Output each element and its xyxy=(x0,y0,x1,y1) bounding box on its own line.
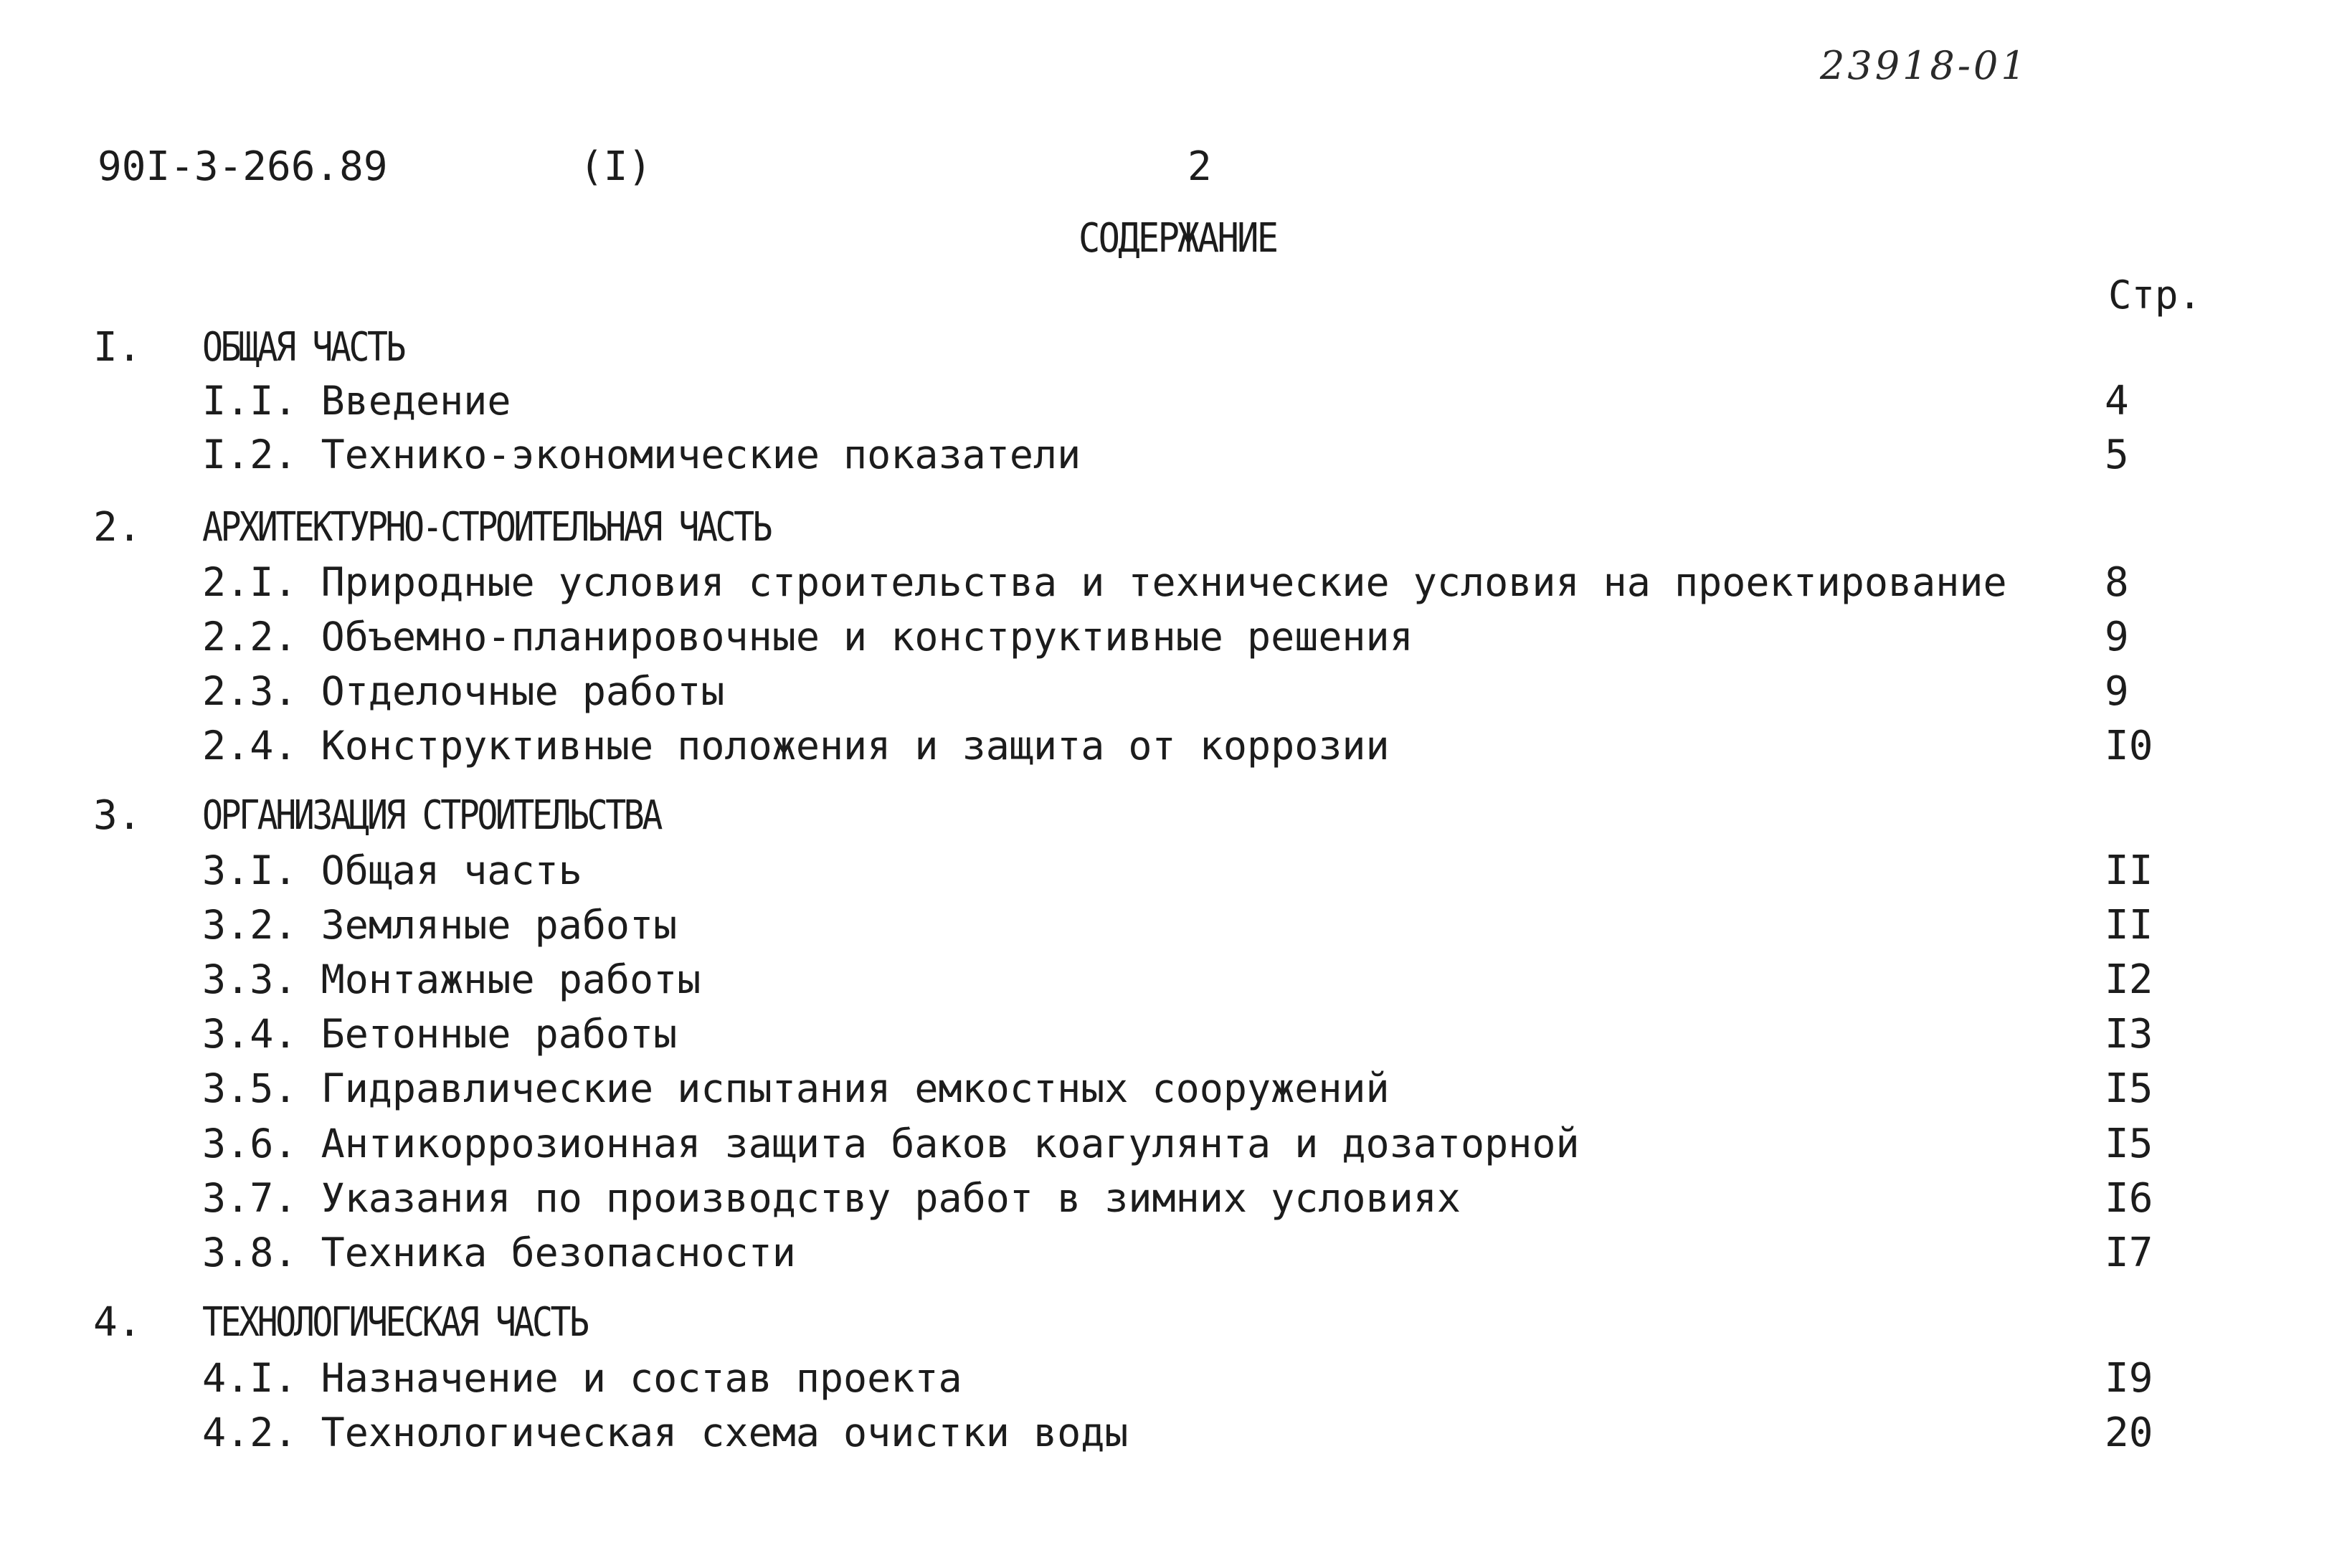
toc-entry-page: 5 xyxy=(2105,432,2129,478)
toc-entry-page: 9 xyxy=(2105,668,2129,715)
section-number: 2. xyxy=(93,504,142,551)
toc-entry-page: I7 xyxy=(2105,1230,2153,1276)
toc-entry-number: 3.I. xyxy=(202,847,298,893)
toc-entry-page: I5 xyxy=(2105,1121,2153,1167)
toc-entry-number: I.2. xyxy=(202,432,298,477)
toc-entry-label: Техника безопасности xyxy=(321,1230,796,1275)
toc-entry-text xyxy=(202,559,2007,605)
toc-entry-page: I3 xyxy=(2105,1011,2153,1058)
toc-entry-label: Отделочные работы xyxy=(321,668,725,714)
toc-entry-text xyxy=(202,723,1390,769)
toc-entry-number: 2.2. xyxy=(202,614,298,660)
toc-entry-text xyxy=(202,432,1081,477)
toc-entry-page: I2 xyxy=(2105,956,2153,1003)
document-code: 90I-3-266.89 xyxy=(98,143,388,190)
toc-entry-label: Введение xyxy=(321,378,511,424)
toc-entry-text xyxy=(202,668,725,714)
toc-entry-label: Гидравлические испытания емкостных сооружений xyxy=(321,1065,1390,1111)
toc-entry-number: I.I. xyxy=(202,378,298,424)
toc-entry-number: 4.2. xyxy=(202,1410,298,1455)
toc-entry-label: Бетонные работы xyxy=(321,1011,678,1057)
toc-entry-page: II xyxy=(2105,902,2153,949)
toc-entry-label: Монтажные работы xyxy=(321,956,701,1002)
toc-entry-page: 20 xyxy=(2105,1410,2153,1456)
toc-entry-label: Технологическая схема очистки воды xyxy=(321,1410,1129,1455)
page-number: 2 xyxy=(1187,143,1212,190)
toc-entry-number: 3.4. xyxy=(202,1011,298,1057)
toc-entry-label: Антикоррозионная защита баков коагулянта и дозаторной xyxy=(321,1121,1580,1167)
section-number: 4. xyxy=(93,1299,142,1346)
toc-entry-number: 2.4. xyxy=(202,723,298,769)
toc-entry-page: 8 xyxy=(2105,559,2129,606)
section-title: АРХИТЕКТУРНО-СТРОИТЕЛЬНАЯ ЧАСТЬ xyxy=(202,504,771,551)
toc-entry-number: 3.5. xyxy=(202,1065,298,1111)
toc-entry-text xyxy=(202,847,582,893)
page-title: СОДЕРЖАНИЕ xyxy=(1078,215,1277,262)
toc-entry-text xyxy=(202,902,677,948)
toc-entry-text xyxy=(202,378,511,424)
toc-entry-number: 3.6. xyxy=(202,1121,298,1167)
toc-entry-text xyxy=(202,956,701,1002)
toc-entry-page: 9 xyxy=(2105,614,2129,660)
toc-entry-number: 3.3. xyxy=(202,956,298,1002)
toc-entry-text xyxy=(202,1011,677,1057)
toc-entry-label: Общая часть xyxy=(321,847,582,893)
toc-entry-text xyxy=(202,1355,962,1401)
toc-entry-label: Объемно-планировочные и конструктивные решения xyxy=(321,614,1413,660)
section-title: ОБЩАЯ ЧАСТЬ xyxy=(202,324,404,371)
toc-entry-label: Земляные работы xyxy=(321,902,678,948)
toc-entry-text xyxy=(202,1230,796,1275)
toc-entry-number: 3.7. xyxy=(202,1175,298,1221)
toc-entry-label: Указания по производству работ в зимних условиях xyxy=(321,1175,1461,1221)
toc-entry-page: I5 xyxy=(2105,1065,2153,1112)
toc-entry-text xyxy=(202,1175,1461,1221)
toc-entry-page: II xyxy=(2105,847,2153,894)
toc-entry-number: 3.2. xyxy=(202,902,298,948)
page-column-label: Стр. xyxy=(2108,272,2202,318)
toc-entry-number: 2.I. xyxy=(202,559,298,605)
toc-entry-label: Технико-экономические показатели xyxy=(321,432,1081,477)
toc-entry-page: I0 xyxy=(2105,723,2153,769)
section-number: I. xyxy=(93,324,142,371)
section-number: 3. xyxy=(93,792,142,839)
toc-entry-text xyxy=(202,1065,1390,1111)
toc-entry-label: Назначение и состав проекта xyxy=(321,1355,962,1401)
toc-entry-number: 3.8. xyxy=(202,1230,298,1275)
toc-entry-page: I9 xyxy=(2105,1355,2153,1402)
toc-entry-text xyxy=(202,614,1413,660)
archive-number: 23918-01 xyxy=(1820,43,2029,88)
section-title: ТЕХНОЛОГИЧЕСКАЯ ЧАСТЬ xyxy=(202,1299,587,1346)
toc-entry-page: I6 xyxy=(2105,1175,2153,1222)
toc-entry-label: Конструктивные положения и защита от коррозии xyxy=(321,723,1390,769)
section-title: ОРГАНИЗАЦИЯ СТРОИТЕЛЬСТВА xyxy=(202,792,660,839)
toc-entry-text xyxy=(202,1410,1128,1455)
toc-entry-number: 2.3. xyxy=(202,668,298,714)
toc-entry-label: Природные условия строительства и технические условия на проектирование xyxy=(321,559,2007,605)
toc-entry-number: 4.I. xyxy=(202,1355,298,1401)
toc-entry-text xyxy=(202,1121,1580,1167)
volume-number: (I) xyxy=(579,143,653,190)
toc-entry-page: 4 xyxy=(2105,378,2129,424)
